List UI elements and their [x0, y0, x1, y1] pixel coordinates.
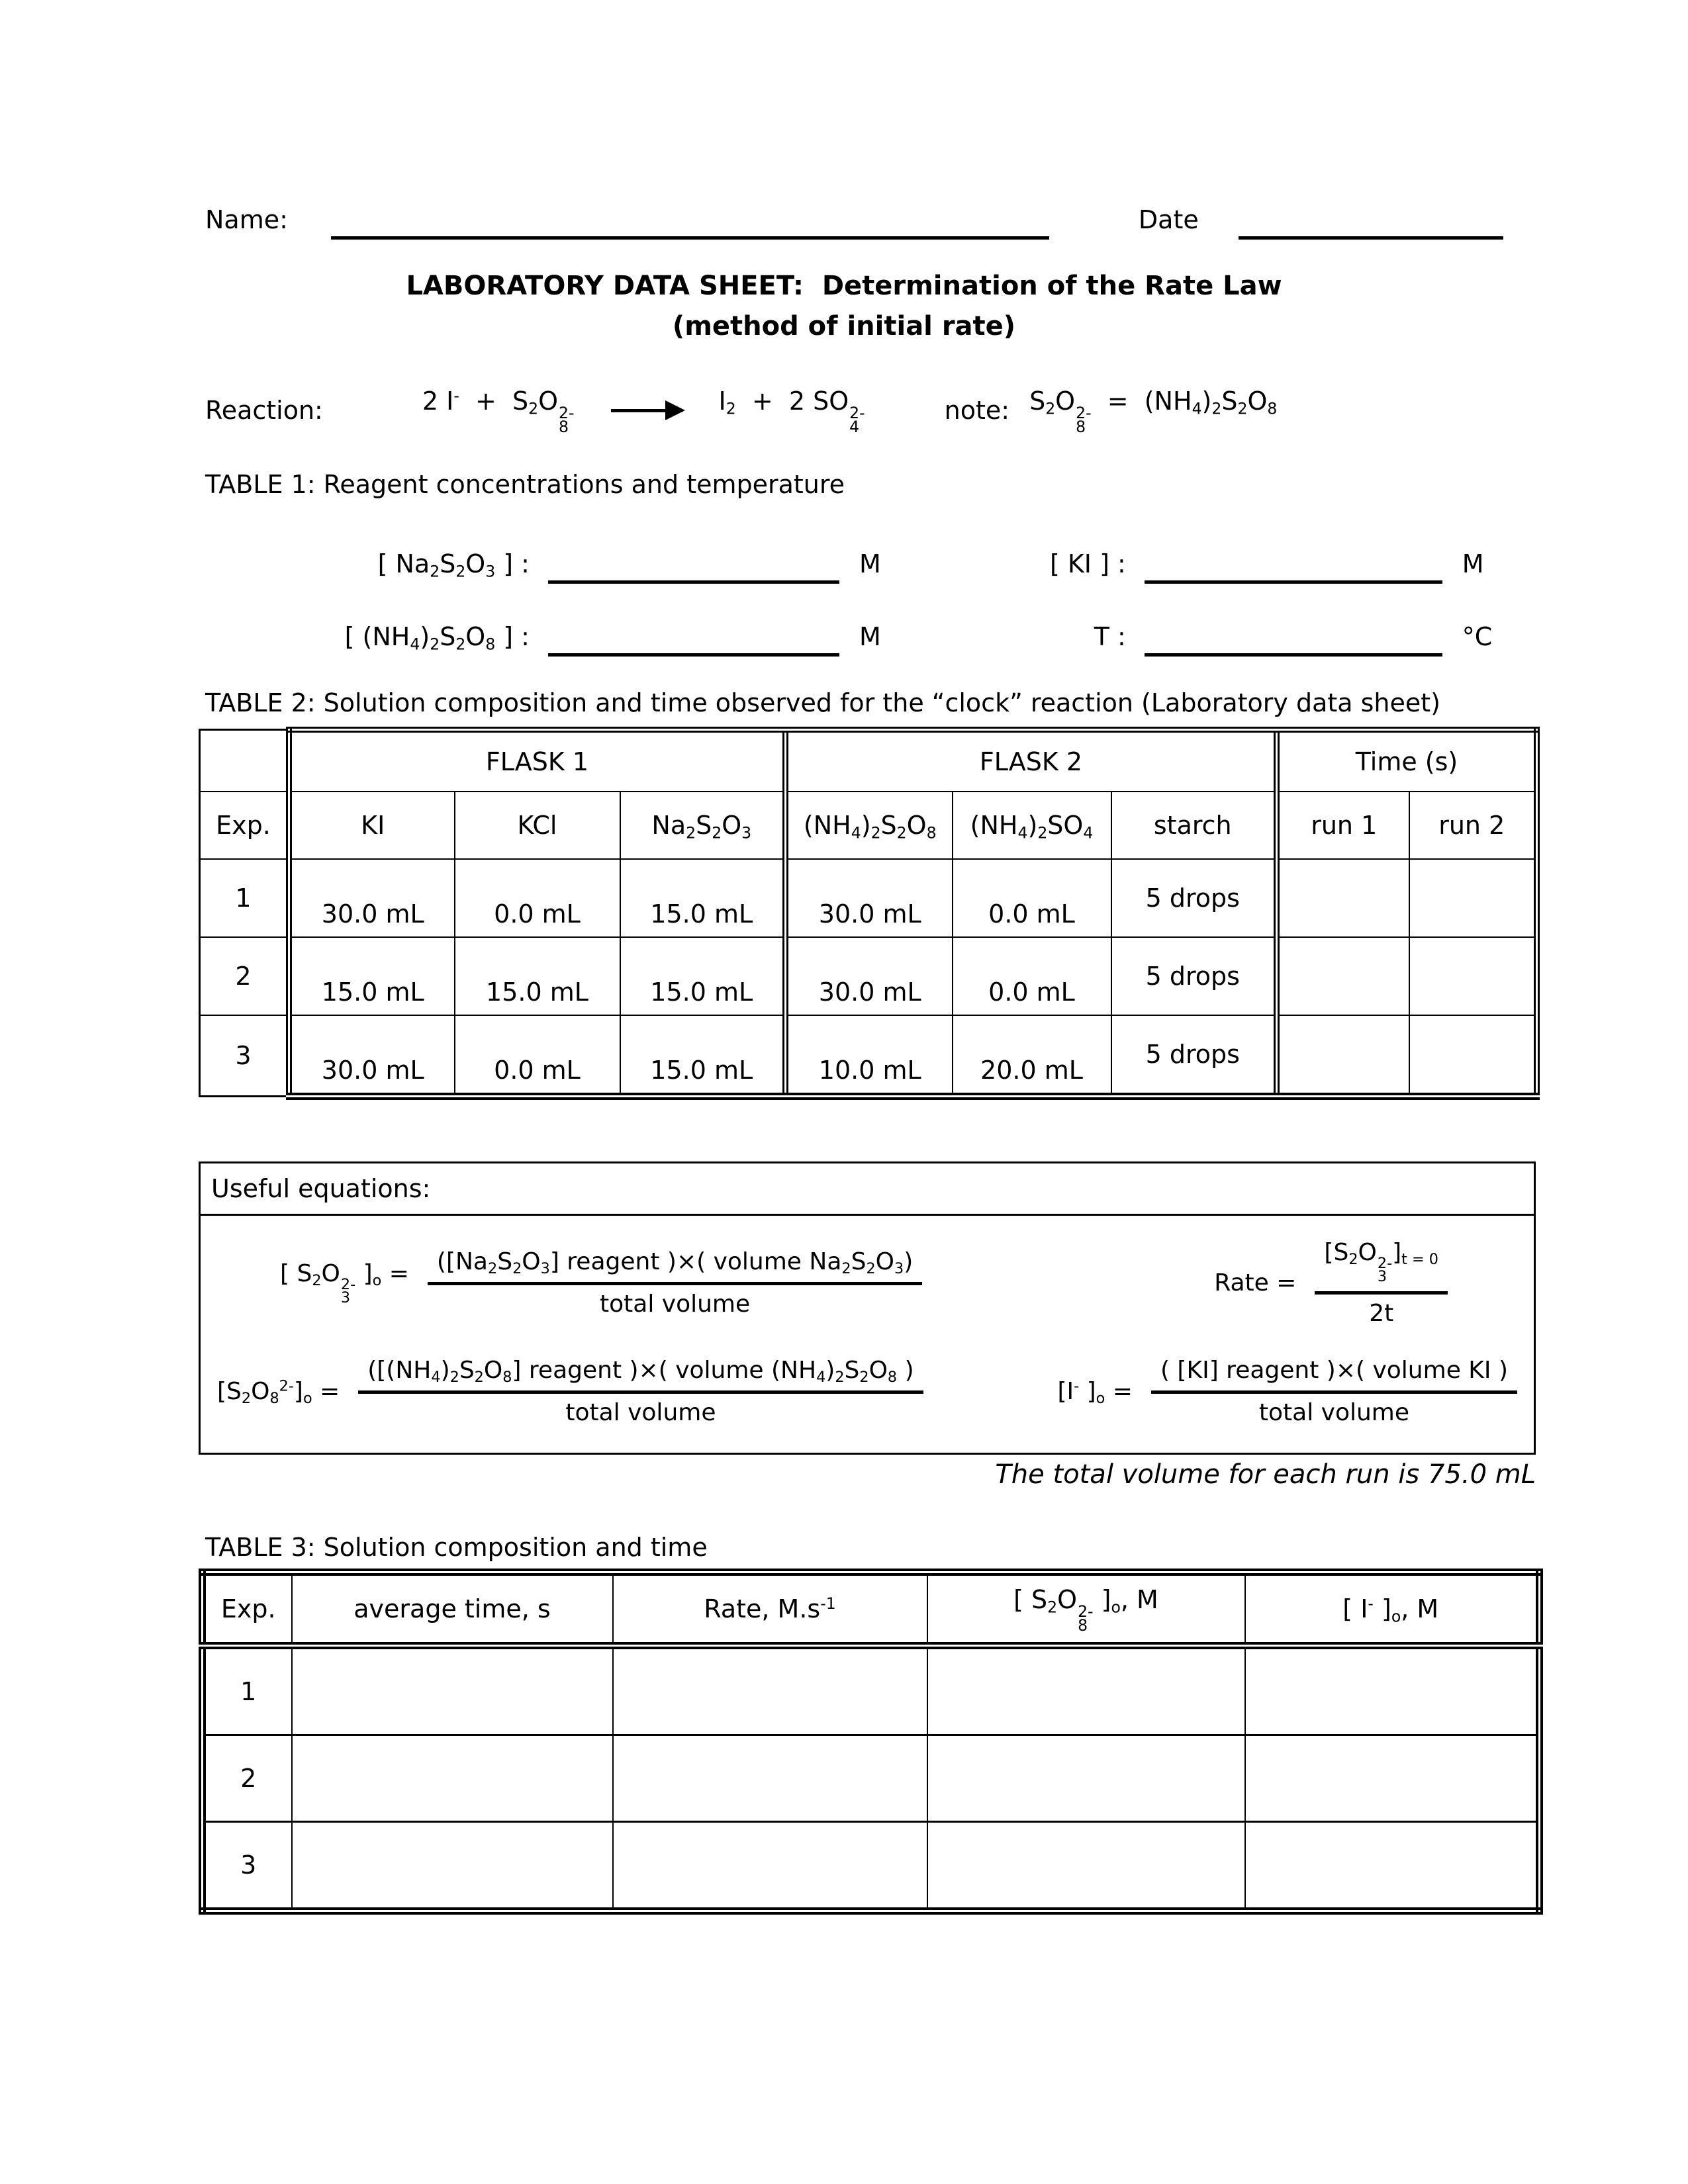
table2-cell: 15.0 mL — [620, 859, 786, 937]
equation-row-1 — [201, 1239, 1534, 1327]
table2-cell-starch: 5 drops — [1111, 859, 1277, 937]
table2-cell: 15.0 mL — [289, 937, 455, 1015]
table2-cell: 15.0 mL — [455, 937, 620, 1015]
table2-header-run2: run 2 — [1409, 792, 1537, 859]
title-line-1: LABORATORY DATA SHEET: Determination of the Rate Law — [406, 271, 1282, 301]
name-label: Name: — [205, 205, 288, 234]
table2-cell: 20.0 mL — [953, 1015, 1111, 1097]
eq-s2o8-numerator: ($[(NH_4)_2S_2O_8]$ reagent )×( volume $(NH_4)_2S_2O_8$ ) — [358, 1357, 923, 1394]
table2-exp-2: 2 — [200, 937, 289, 1015]
na2s2o3-conc-unit: M — [859, 549, 881, 578]
table2-group-flask2: FLASK 2 — [786, 730, 1277, 792]
eq-iodide-numerator: ( [KI] reagent )×( volume KI ) — [1151, 1357, 1517, 1394]
table3-blank-cell — [1245, 1735, 1540, 1822]
table1-row-1 — [205, 528, 1542, 584]
table2-cell: 30.0 mL — [786, 937, 953, 1015]
table2-cell: 15.0 mL — [620, 937, 786, 1015]
table2-cell: 10.0 mL — [786, 1015, 953, 1097]
table2-header-ki: KI — [289, 792, 455, 859]
temperature-blank — [1145, 616, 1442, 657]
table2-cell: 30.0 mL — [289, 1015, 455, 1097]
table3-exp-3: 3 — [203, 1822, 292, 1911]
ki-conc-blank — [1145, 543, 1442, 584]
eq-s2o3-lhs: [ $S_2O$ 2- 3 ]$_o$ = — [280, 1260, 409, 1307]
table3-blank-cell — [292, 1735, 613, 1822]
table2-heading: TABLE 2: Solution composition and time observed for the “clock” reaction (Laboratory data sheet) — [205, 688, 1440, 717]
table3-blank-cell — [1245, 1646, 1540, 1735]
eq-s2o8-lhs: $[S_2O_8^{2-}]_o$ = — [217, 1377, 340, 1407]
name-blank-line — [331, 199, 1049, 240]
table2-header-exp: Exp. — [200, 792, 289, 859]
table2-run2-blank — [1409, 937, 1537, 1015]
table2-cell: 0.0 mL — [953, 859, 1111, 937]
date-blank-line — [1239, 199, 1503, 240]
table1-heading: TABLE 1: Reagent concentrations and temperature — [205, 470, 845, 499]
table2-header-run1: run 1 — [1277, 792, 1409, 859]
table3-blank-cell — [613, 1822, 927, 1911]
temperature-unit: °C — [1462, 622, 1493, 651]
table3-blank-cell — [927, 1735, 1245, 1822]
document-title — [0, 266, 1688, 347]
table3-header-avg-time: average time, s — [292, 1572, 613, 1646]
na2s2o3-conc-label: [ $Na_2S_2O_3$ ] : — [377, 549, 530, 581]
eq-rate-fraction — [1315, 1239, 1448, 1327]
table3-header-rate: Rate, $M.s^{-1}$ — [613, 1572, 927, 1646]
eq-s2o8-fraction — [358, 1357, 923, 1426]
table3-blank-cell — [927, 1822, 1245, 1911]
eq-iodide-denominator: total volume — [1258, 1398, 1410, 1426]
eq-rate-lhs: Rate = — [1214, 1269, 1297, 1297]
reaction-reactants: 2 $I^- + S_2O$ 2- 8 — [422, 386, 575, 436]
reaction-products: $I_2 + 2$ SO 2- 4 — [718, 386, 865, 436]
total-volume-note: The total volume for each run is 75.0 mL — [995, 1459, 1536, 1490]
table3-blank-cell — [927, 1646, 1245, 1735]
eq-iodide — [1057, 1357, 1517, 1426]
reaction-arrow-icon — [611, 409, 682, 412]
table2-header-starch: starch — [1111, 792, 1277, 859]
equation-row-2 — [201, 1357, 1534, 1426]
nh4s2o8-conc-unit: M — [859, 622, 881, 651]
table2-run1-blank — [1277, 1015, 1409, 1097]
ki-conc-unit: M — [1462, 549, 1484, 578]
eq-rate-numerator: [$S_2O$ 2- 3 ]$_{t = 0}$ — [1315, 1239, 1448, 1295]
table2-group-time: Time (s) — [1277, 730, 1537, 792]
nh4s2o8-conc-blank — [548, 616, 839, 657]
table2-cell: 0.0 mL — [455, 859, 620, 937]
eq-iodide-lhs: [I- ]$_o$ = — [1057, 1377, 1133, 1407]
table2-run1-blank — [1277, 937, 1409, 1015]
na2s2o3-conc-blank — [548, 543, 839, 584]
table1-row-2 — [205, 601, 1542, 657]
table2-run1-blank — [1277, 859, 1409, 937]
table3-heading: TABLE 3: Solution composition and time — [205, 1533, 708, 1562]
table2-cell-starch: 5 drops — [1111, 1015, 1277, 1097]
table3-blank-cell — [292, 1646, 613, 1735]
table3-exp-1: 1 — [203, 1646, 292, 1735]
table2-group-flask1: FLASK 1 — [289, 730, 786, 792]
reaction-note-label: note: — [944, 396, 1010, 425]
table2-corner-cell — [200, 730, 289, 792]
useful-equations-heading: Useful equations: — [201, 1163, 1534, 1216]
table2-cell: 15.0 mL — [620, 1015, 786, 1097]
table2-run2-blank — [1409, 859, 1537, 937]
name-date-row — [205, 199, 1542, 240]
table2-cell: 0.0 mL — [455, 1015, 620, 1097]
eq-rate-denominator: 2t — [1369, 1299, 1394, 1327]
reaction-note-formula: $S_2O$ 2- 8 = $(NH_4)_2S_2O_8$ — [1029, 386, 1278, 436]
table2-cell: 0.0 mL — [953, 937, 1111, 1015]
title-line-2: (method of initial rate) — [672, 310, 1016, 341]
table2-header-nh4s2o8: $(NH_4)_2S_2O_8$ — [786, 792, 953, 859]
table2-cell: 30.0 mL — [786, 859, 953, 937]
ki-conc-label: [ KI ] : — [1049, 549, 1126, 578]
eq-s2o8-denominator: total volume — [565, 1398, 716, 1426]
table2-clock-reaction — [199, 727, 1540, 1100]
useful-equations-box — [199, 1161, 1536, 1455]
date-label: Date — [1138, 205, 1199, 234]
table3-blank-cell — [292, 1822, 613, 1911]
nh4s2o8-conc-label: [ $(NH_4)_2S_2O_8$ ] : — [344, 622, 530, 654]
table2-cell-starch: 5 drops — [1111, 937, 1277, 1015]
table2-run2-blank — [1409, 1015, 1537, 1097]
table3-blank-cell — [1245, 1822, 1540, 1911]
table3-exp-2: 2 — [203, 1735, 292, 1822]
table2-header-na2s2o3: $Na_2S_2O_3$ — [620, 792, 786, 859]
eq-s2o3-numerator: ($[Na_2S_2O_3]$ reagent )×( volume $Na_2S_2O_3$) — [428, 1248, 922, 1285]
eq-rate — [1214, 1239, 1448, 1327]
table2-cell: 30.0 mL — [289, 859, 455, 937]
table3-header-iodide: [ I- ]$_o$, M — [1245, 1572, 1540, 1646]
eq-s2o3-fraction — [428, 1248, 922, 1318]
eq-s2o3-denominator: total volume — [600, 1290, 751, 1318]
table3-header-s2o8: [ $S_2O$ 2- 8 ]$_o$, M — [927, 1572, 1245, 1646]
reaction-line — [205, 379, 1595, 442]
table2-header-kcl: KCl — [455, 792, 620, 859]
table3-header-exp: Exp. — [203, 1572, 292, 1646]
reaction-label: Reaction: — [205, 396, 323, 425]
table3-blank-cell — [613, 1646, 927, 1735]
table2-exp-1: 1 — [200, 859, 289, 937]
table3-blank-cell — [613, 1735, 927, 1822]
eq-iodide-fraction — [1151, 1357, 1517, 1426]
temperature-label: T : — [1094, 622, 1126, 651]
table2-header-nh4so4: $(NH_4)_2SO_4$ — [953, 792, 1111, 859]
table2-exp-3: 3 — [200, 1015, 289, 1097]
table3-results — [199, 1569, 1543, 1915]
